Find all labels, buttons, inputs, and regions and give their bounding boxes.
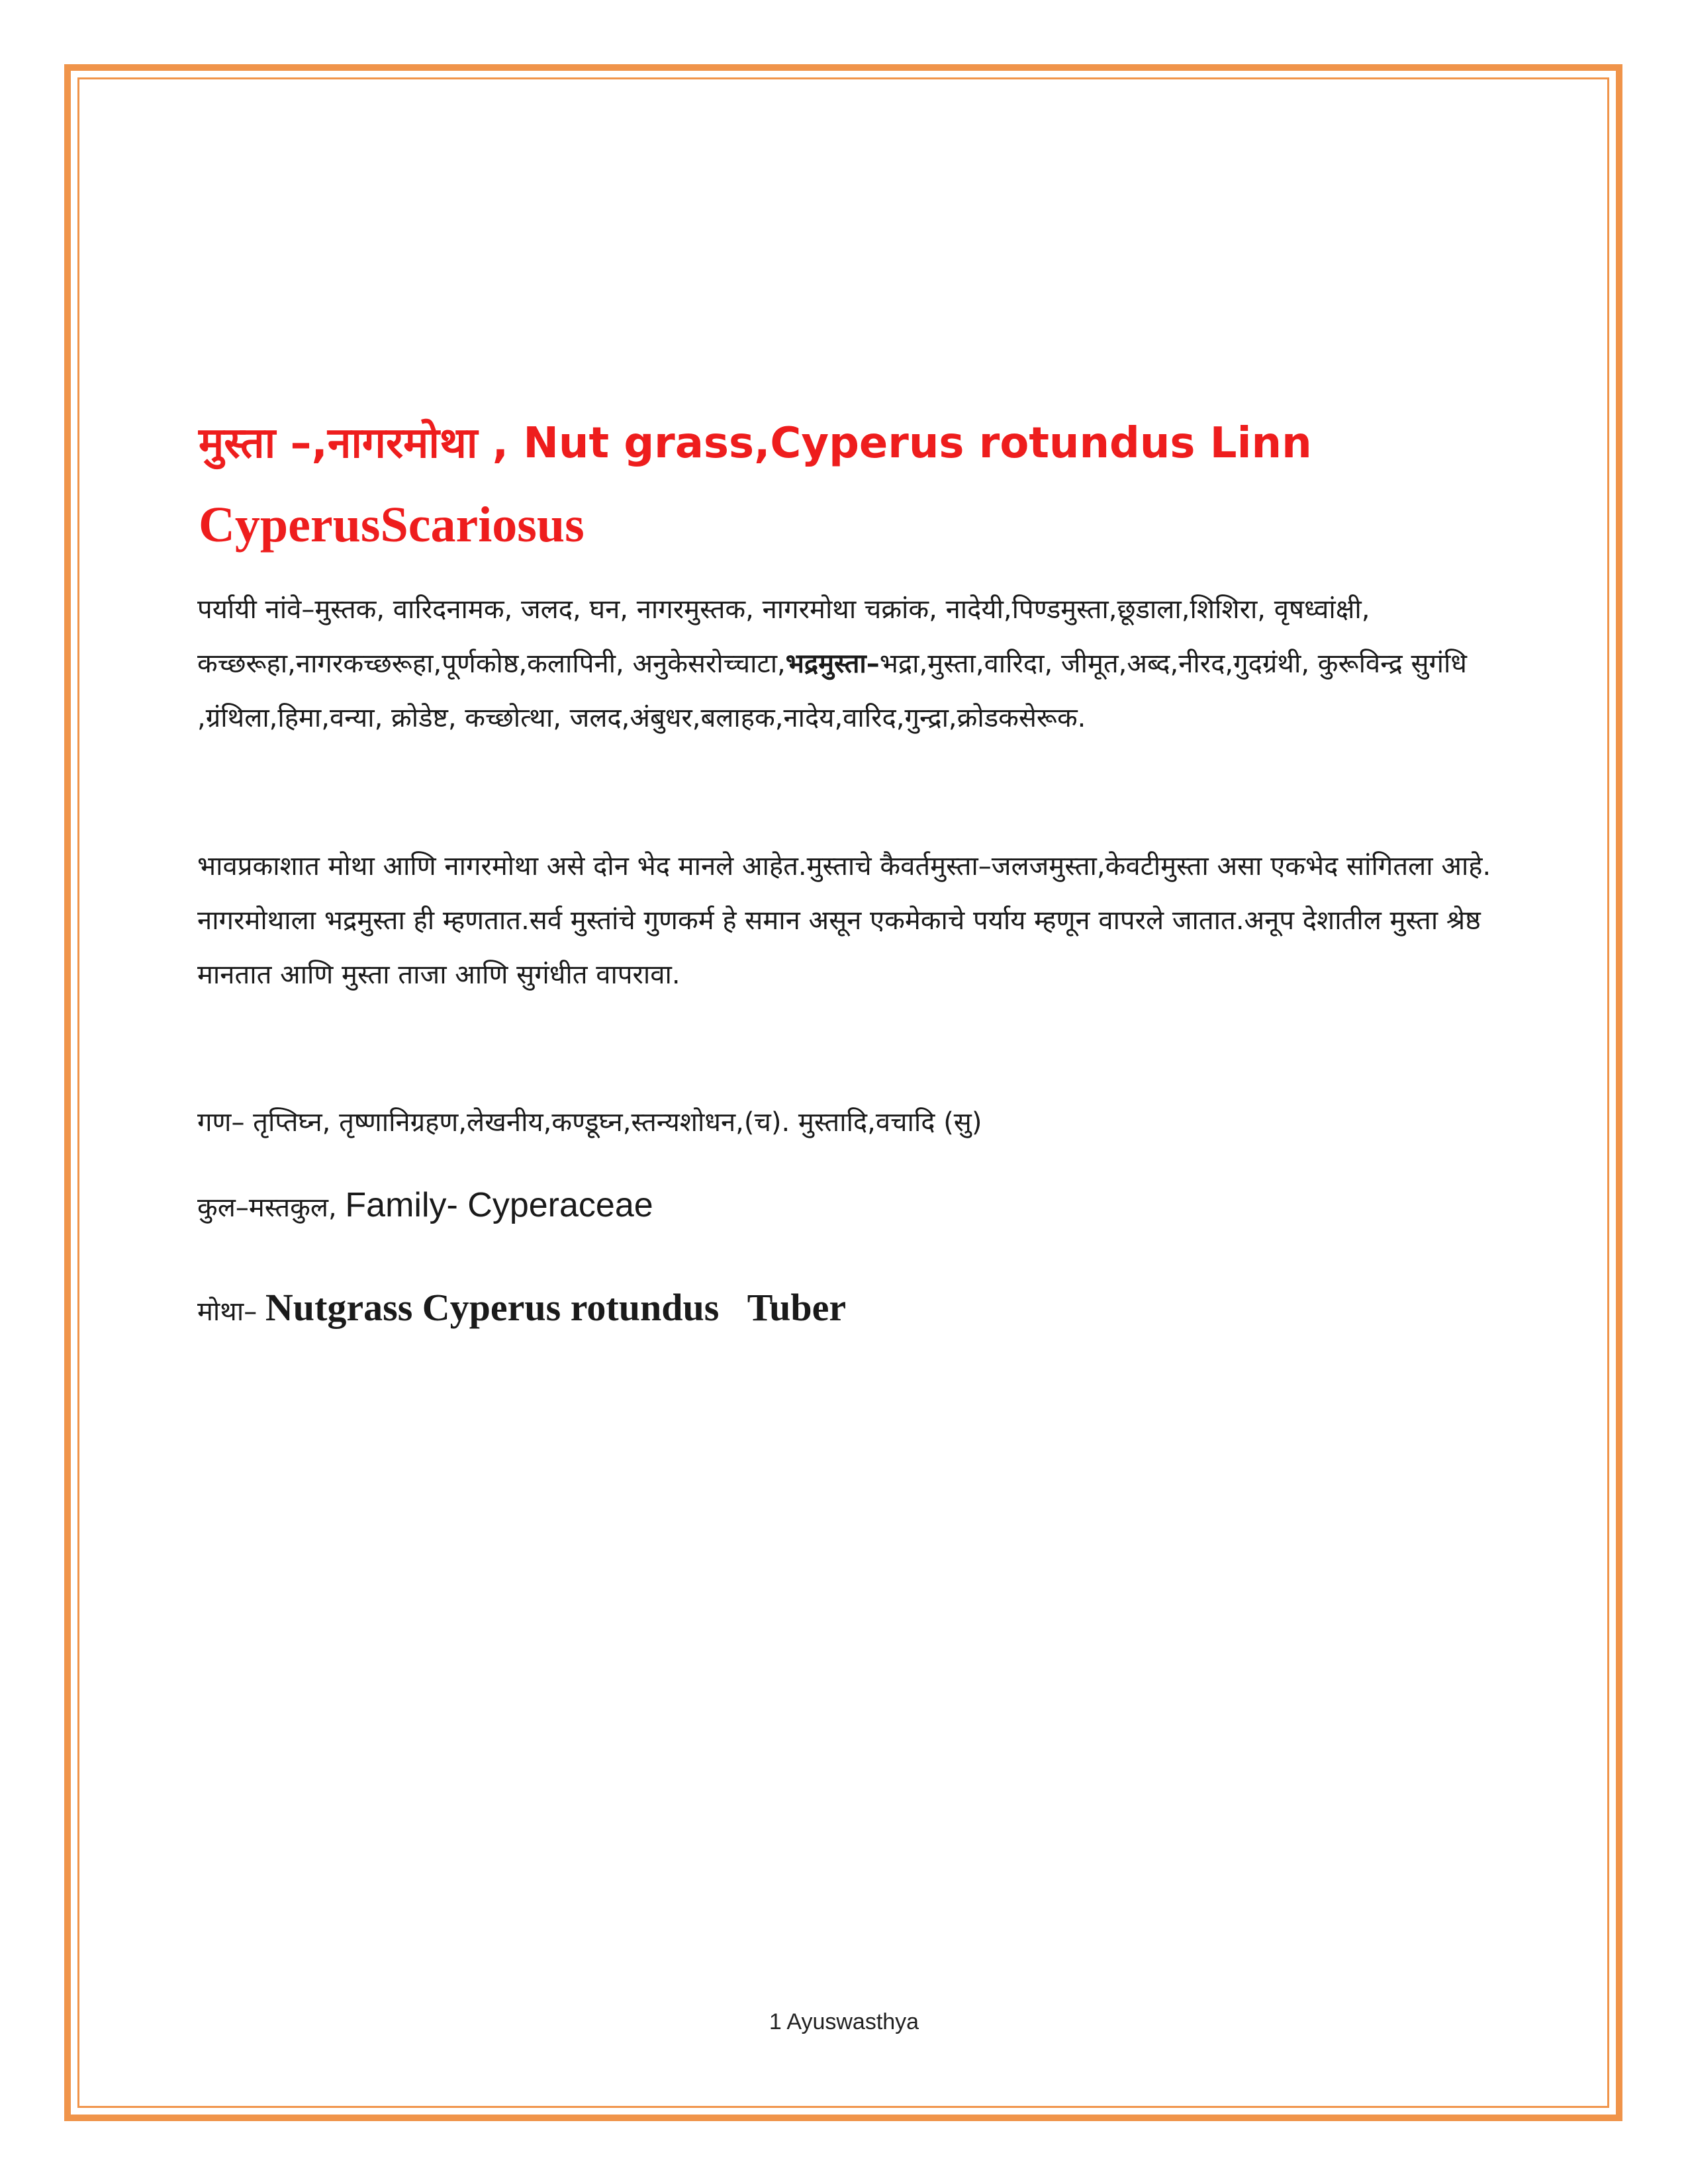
heading-line-1: मुस्ता –,नागरमोथा , Nut grass,Cyperus rotundus Linn bbox=[199, 419, 1312, 468]
kula-english: Family- Cyperaceae bbox=[345, 1186, 653, 1224]
motha-line bbox=[197, 1281, 1508, 1339]
heading-line-2: CyperusScariosus bbox=[199, 497, 585, 553]
motha-english: Nutgrass Cyperus rotundus Tuber bbox=[265, 1286, 847, 1329]
gana-line: गण– तृप्तिघ्न, तृष्णानिग्रहण,लेखनीय,कण्डूघ्न,स्तन्यशोधन,(च). मुस्तादि,वचादि (सु) bbox=[197, 1107, 982, 1138]
page-footer: 1 Ayuswasthya bbox=[769, 2009, 919, 2034]
synonyms-intro: पर्यायी नांवे–मुस्तक, वारिदनामक, जलद, घन, नागरमुस्तक, नागरमोथा चक्रांक, नादेयी,पिण्डमुस्ता,छूडाला,शिशिरा, वृषध्वांक्षी, कच्छरूहा,नागरकच्छरूहा,पूर्णकोष्ठ,कलापिनी, अनुकेसरोच्चाटा, bbox=[197, 594, 1370, 679]
synonyms-paragraph bbox=[197, 582, 1508, 745]
motha-marathi: मोथा– bbox=[197, 1297, 258, 1327]
kula-line bbox=[197, 1178, 1508, 1235]
synonyms-bold-term: भद्रमुस्ता– bbox=[785, 649, 880, 679]
page-border-inner bbox=[77, 77, 1609, 2108]
bhavaprakash-paragraph: भावप्रकाशात मोथा आणि नागरमोथा असे दोन भेद मानले आहेत.मुस्ताचे कैवर्तमुस्ता–जलजमुस्ता,केवटीमुस्ता असा एकभेद सांगितला आहे. नागरमोथाला भद्रमुस्ता ही म्हणतात.सर्व मुस्तांचे गुणकर्म हे समान असून एकमेकाचे पर्याय म्हणून वापरले जातात.अनूप देशातील मुस्ता श्रेष्ठ मानतात आणि मुस्ता ताजा आणि सुगंधीत वापरावा. bbox=[197, 851, 1491, 990]
synonyms-rest: भद्रा,मुस्ता,वारिदा, जीमूत,अब्द,नीरद,गुदग्रंथी, कुरूविन्द्र सुगंधि ,ग्रंथिला,हिमा,वन्या, क्रोडेष्ट, कच्छोत्था, जलद,अंबुधर,बलाहक,नादेय,वारिद,गुन्द्रा,क्रोडकसेरूक. bbox=[197, 649, 1468, 733]
kula-marathi: कुल–मस्तकुल, bbox=[197, 1193, 337, 1223]
